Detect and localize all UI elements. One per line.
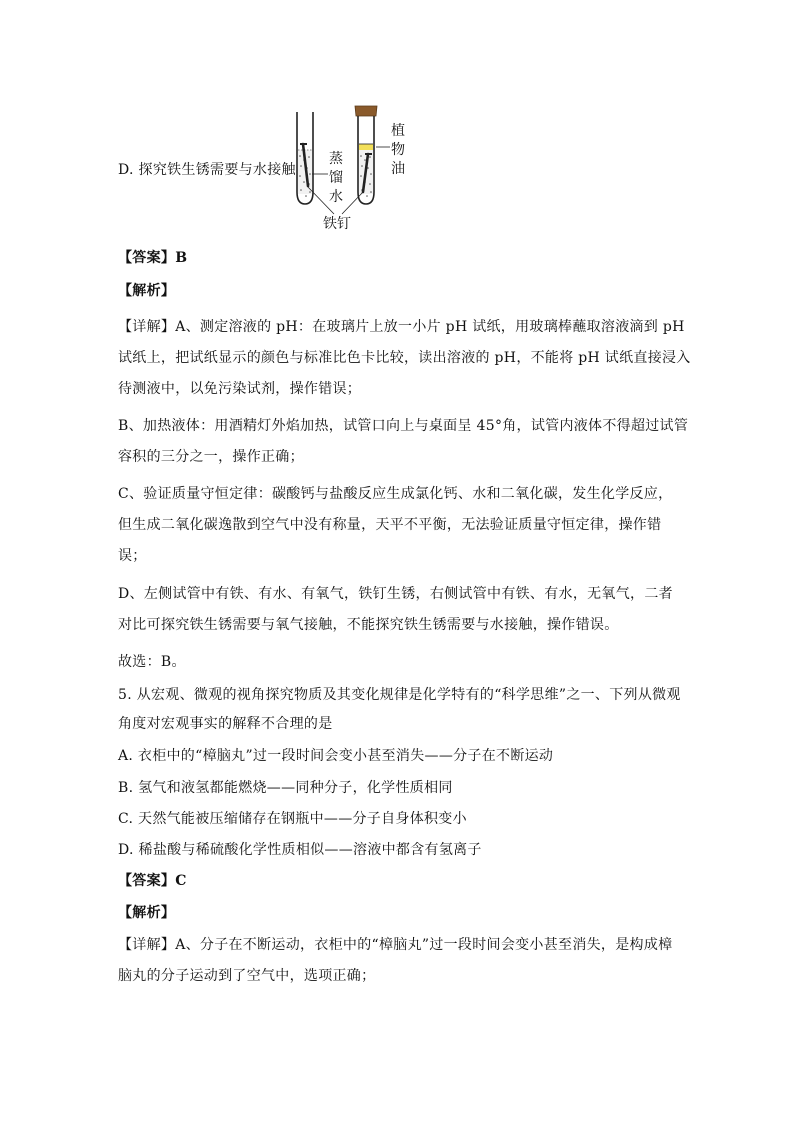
- detail-1-line: 【详解】A、测定溶液的 pH：在玻璃片上放一小片 pH 试纸，用玻璃棒蘸取溶液滴到 pH: [118, 319, 685, 335]
- detail-1-line: D、左侧试管中有铁、有水、有氧气，铁钉生锈，右侧试管中有铁、有水，无氧气，二者: [118, 586, 673, 602]
- detail-1-line: 对比可探究铁生锈需要与氧气接触，不能探究铁生锈需要与水接触，操作错误。: [118, 617, 619, 633]
- question-5-stem: 角度对宏观事实的解释不合理的是: [118, 716, 333, 732]
- nail-leader-line-right: [342, 192, 363, 214]
- detail-2-line: 【详解】A、分子在不断运动，衣柜中的“樟脑丸”过一段时间会变小甚至消失，是构成樟: [118, 937, 673, 953]
- distilled-water-label: 蒸馏水: [329, 151, 343, 205]
- question-5-option-d: D. 稀盐酸与稀硫酸化学性质相似——溶液中都含有氢离子: [118, 842, 482, 858]
- vegetable-oil-label: 植物油: [391, 123, 405, 177]
- analysis-2-heading: 【解析】: [118, 905, 176, 921]
- right-test-tube: [355, 106, 377, 204]
- question-5-option-b: B. 氢气和液氢都能燃烧——同种分子，化学性质相同: [118, 780, 453, 796]
- detail-1-line: 误；: [118, 548, 147, 564]
- detail-2-line: 脑丸的分子运动到了空气中，选项正确；: [118, 968, 376, 984]
- detail-1-line: 但生成二氧化碳逸散到空气中没有称量，天平不平衡，无法验证质量守恒定律，操作错: [118, 517, 662, 533]
- iron-nail-label: 铁钉: [323, 216, 351, 232]
- analysis-1-heading: 【解析】: [118, 283, 176, 299]
- detail-1-line: 待测液中，以免污染试剂，操作错误；: [118, 381, 362, 397]
- question-5-stem: 5. 从宏观、微观的视角探究物质及其变化规律是化学特有的“科学思维”之一、下列从微观: [118, 687, 681, 703]
- detail-1-line: C、验证质量守恒定律：碳酸钙与盐酸反应生成氯化钙、水和二氧化碳，发生化学反应，: [118, 486, 673, 502]
- detail-1-line: 容积的三分之一，操作正确；: [118, 449, 304, 465]
- answer-1: 【答案】B: [118, 250, 188, 266]
- question-d-option: D. 探究铁生锈需要与水接触: [118, 162, 296, 178]
- question-5-option-a: A. 衣柜中的“樟脑丸”过一段时间会变小甚至消失——分子在不断运动: [118, 748, 554, 764]
- question-5-option-c: C. 天然气能被压缩储存在钢瓶中——分子自身体积变小: [118, 811, 467, 827]
- detail-1-line: 故选：B。: [118, 654, 186, 670]
- detail-1-line: B、加热液体：用酒精灯外焰加热，试管口向上与桌面呈 45°角，试管内液体不得超过试管: [118, 418, 689, 434]
- detail-1-line: 试纸上，把试纸显示的颜色与标准比色卡比较，读出溶液的 pH，不能将 pH 试纸直接浸入: [118, 350, 691, 366]
- answer-2: 【答案】C: [118, 873, 187, 889]
- iron-rust-experiment-figure: [290, 104, 420, 234]
